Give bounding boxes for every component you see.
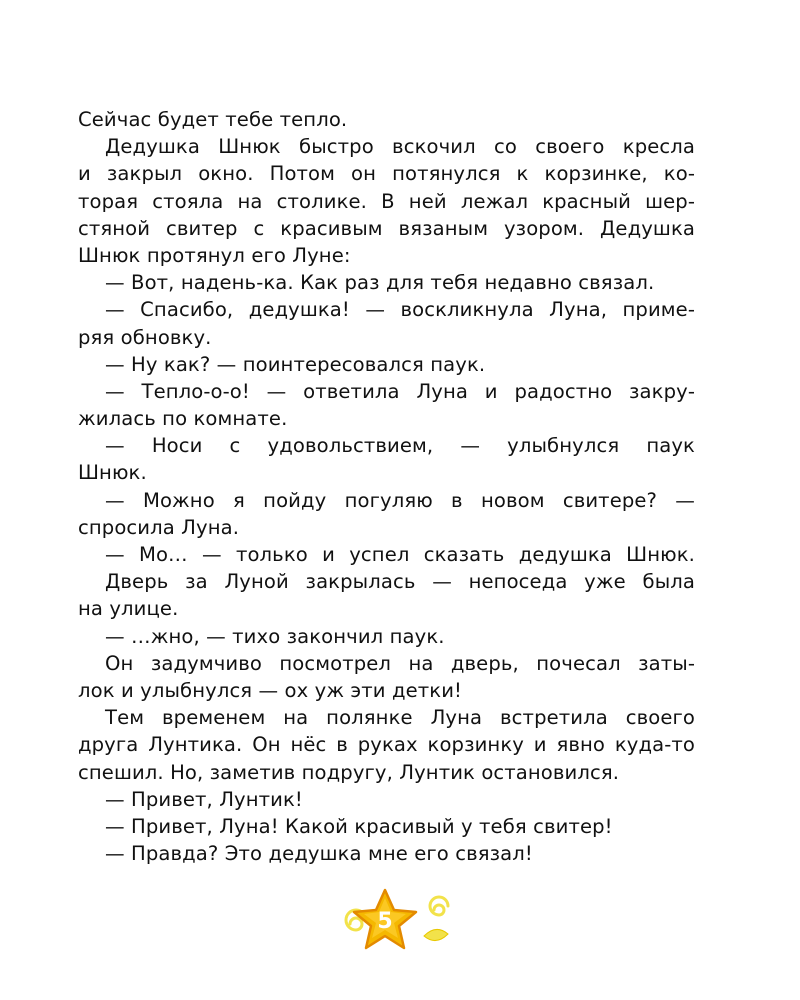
text-line: Дверь за Луной закрылась — непоседа уже была — [105, 570, 695, 594]
text-line: — Привет, Луна! Какой красивый у тебя свитер! — [105, 814, 613, 838]
text-line: — Носи с удовольствием, — улыбнулся паук — [105, 434, 695, 458]
text-line: и закрыл окно. Потом он потянулся к корзинке, ко- — [78, 162, 695, 186]
text-line: — Ну как? — поинтересовался паук. — [105, 352, 486, 376]
text-line: — Спасибо, дедушка! — воскликнула Луна, приме- — [105, 298, 695, 322]
text-line: лок и улыбнулся — ох уж эти детки! — [78, 678, 463, 702]
text-line: — Тепло-о-о! — ответила Луна и радостно закру- — [105, 379, 695, 403]
text-line: — Правда? Это дедушка мне его связал! — [105, 842, 533, 866]
text-line: Шнюк протянул его Луне: — [78, 243, 351, 267]
page-number: 5 — [377, 909, 393, 934]
text-line: Сейчас будет тебе тепло. — [78, 108, 348, 131]
leaf-right-icon — [424, 929, 448, 940]
text-line: ряя обновку. — [78, 325, 212, 349]
text-line: друга Лунтика. Он нёс в руках корзинку и явно куда-то — [78, 733, 695, 757]
text-line: спросила Луна. — [78, 515, 240, 539]
text-line: — Привет, Лунтик! — [105, 787, 303, 811]
text-line: стяной свитер с красивым вязаным узором. Дедушка — [78, 216, 695, 240]
text-line: — Вот, надень-ка. Как раз для тебя недавно связал. — [105, 271, 655, 295]
swirl-right-top-icon — [430, 897, 448, 915]
text-line: — Мо… — только и успел сказать дедушка Шнюк. — [105, 543, 695, 566]
text-line: Он задумчиво посмотрел на дверь, почесал заты- — [105, 651, 695, 675]
text-line: торая стояла на столике. В ней лежал красный шер- — [78, 189, 695, 213]
text-line: спешил. Но, заметив подругу, Лунтик остановился. — [78, 760, 620, 784]
text-line: — …жно, — тихо закончил паук. — [105, 624, 445, 648]
text-line: Тем временем на полянке Луна встретила своего — [105, 706, 695, 730]
text-line: на улице. — [78, 597, 179, 621]
text-line: Дедушка Шнюк быстро вскочил со своего кресла — [105, 135, 695, 159]
text-line: — Можно я пойду погуляю в новом свитере? — — [105, 488, 695, 512]
text-line: жилась по комнате. — [78, 407, 288, 431]
text-line: Шнюк. — [78, 461, 147, 485]
body-text — [78, 106, 695, 867]
